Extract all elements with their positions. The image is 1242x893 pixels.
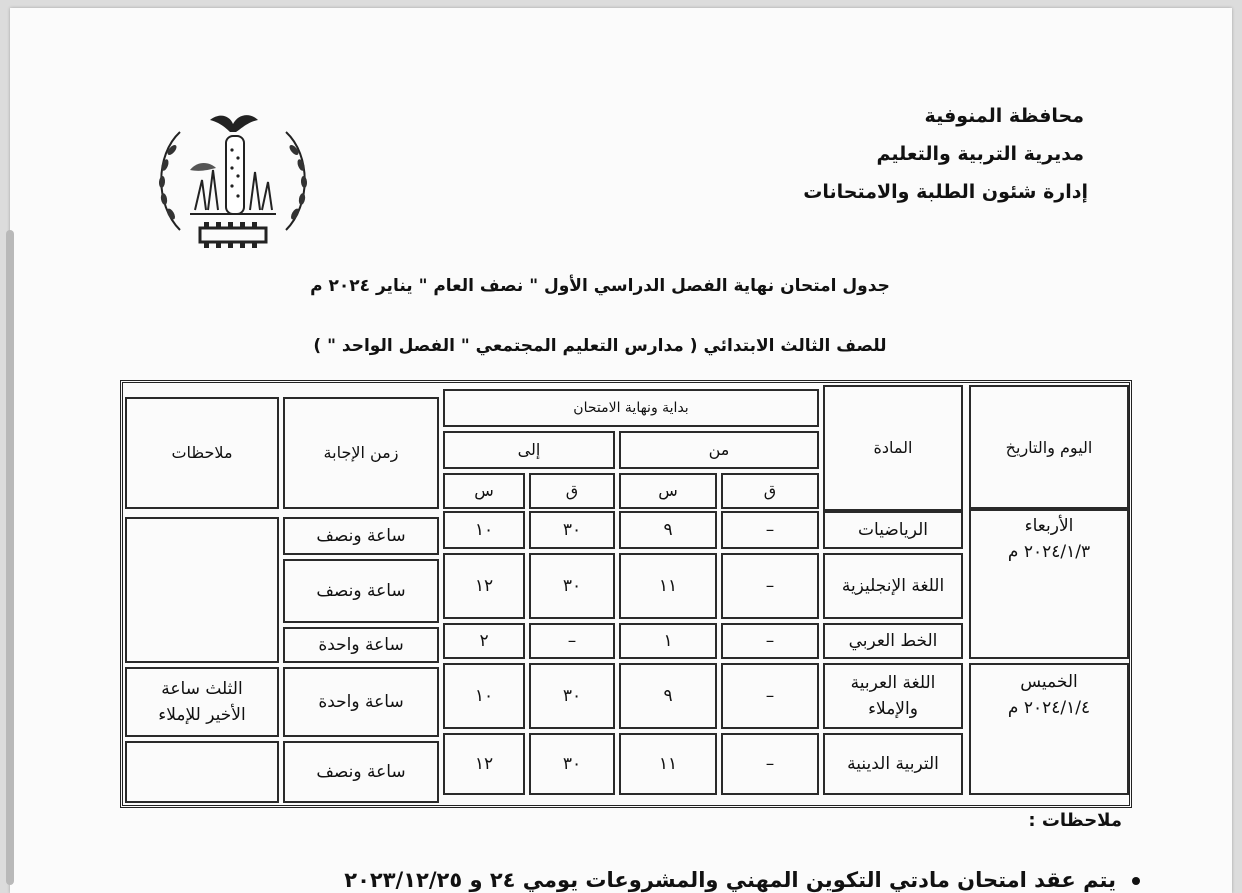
duration-cell: ساعة ونصف bbox=[283, 517, 439, 555]
notes-cell bbox=[125, 741, 279, 803]
to-minute-cell: – bbox=[529, 623, 615, 659]
duration-cell: ساعة ونصف bbox=[283, 741, 439, 803]
day-cell-thursday bbox=[969, 663, 1129, 795]
notes-cell: الثلث ساعة الأخير للإملاء bbox=[125, 667, 279, 737]
notes-cell bbox=[125, 517, 279, 663]
notes-heading: ملاحظات : bbox=[1028, 810, 1122, 831]
to-hour-cell: ١٢ bbox=[443, 553, 525, 619]
day-date: ٢٠٢٤/١/٣ م bbox=[1007, 542, 1091, 562]
duration-cell: ساعة ونصف bbox=[283, 559, 439, 623]
to-minute-cell: ٣٠ bbox=[529, 553, 615, 619]
subject-cell: التربية الدينية bbox=[823, 733, 963, 795]
from-minute-cell: – bbox=[721, 553, 819, 619]
department-name: إدارة شئون الطلبة والامتحانات bbox=[803, 181, 1088, 203]
from-hour-cell: ٩ bbox=[619, 511, 717, 549]
to-hour-cell: ١٠ bbox=[443, 511, 525, 549]
subject-cell: اللغة الإنجليزية bbox=[823, 553, 963, 619]
duration-cell: ساعة واحدة bbox=[283, 667, 439, 737]
to-minute-cell: ٣٠ bbox=[529, 733, 615, 795]
from-hour-cell: ١١ bbox=[619, 733, 717, 795]
day-date: ٢٠٢٤/١/٤ م bbox=[1007, 698, 1091, 718]
header-from: من bbox=[619, 431, 819, 469]
from-hour-cell: ١ bbox=[619, 623, 717, 659]
day-name: الأربعاء bbox=[1024, 516, 1074, 536]
schedule-subtitle: للصف الثالث الابتدائي ( مدارس التعليم المجتمعي " الفصل الواحد " ) bbox=[313, 336, 887, 356]
day-cell-wednesday bbox=[969, 507, 1129, 659]
header-from-minute: ق bbox=[721, 473, 819, 509]
from-minute-cell: – bbox=[721, 663, 819, 729]
header-to: إلى bbox=[443, 431, 615, 469]
schedule-title: جدول امتحان نهاية الفصل الدراسي الأول " نصف العام " يناير ٢٠٢٤ م bbox=[310, 276, 890, 296]
notes-bullet-item bbox=[280, 868, 1140, 893]
notes-bullet-text: يتم عقد امتحان مادتي التكوين المهني والمشروعات يومي ٢٤ و ٢٠٢٣/١٢/٢٥ bbox=[344, 868, 1116, 892]
header-to-hour: س bbox=[443, 473, 525, 509]
bullet-dot-icon bbox=[1132, 877, 1140, 885]
governorate-emblem-logo bbox=[150, 110, 316, 250]
subject-cell: الخط العربي bbox=[823, 623, 963, 659]
to-minute-cell: ٣٠ bbox=[529, 663, 615, 729]
header-notes: ملاحظات bbox=[125, 397, 279, 509]
header-duration: زمن الإجابة bbox=[283, 397, 439, 509]
governorate-name: محافظة المنوفية bbox=[924, 105, 1084, 127]
subject-cell: الرياضيات bbox=[823, 511, 963, 549]
from-minute-cell: – bbox=[721, 511, 819, 549]
to-hour-cell: ١٠ bbox=[443, 663, 525, 729]
header-day-date: اليوم والتاريخ bbox=[969, 385, 1129, 511]
letterhead bbox=[803, 104, 1088, 218]
header-exam-time: بداية ونهاية الامتحان bbox=[443, 389, 819, 427]
to-hour-cell: ١٢ bbox=[443, 733, 525, 795]
header-to-minute: ق bbox=[529, 473, 615, 509]
subject-cell: اللغة العربية والإملاء bbox=[823, 663, 963, 729]
from-minute-cell: – bbox=[721, 733, 819, 795]
from-minute-cell: – bbox=[721, 623, 819, 659]
from-hour-cell: ٩ bbox=[619, 663, 717, 729]
to-minute-cell: ٣٠ bbox=[529, 511, 615, 549]
to-hour-cell: ٢ bbox=[443, 623, 525, 659]
exam-schedule-table bbox=[120, 380, 1132, 808]
duration-cell: ساعة واحدة bbox=[283, 627, 439, 663]
header-subject: المادة bbox=[823, 385, 963, 511]
document-page bbox=[10, 8, 1232, 893]
vertical-scrollbar[interactable] bbox=[6, 230, 14, 885]
from-hour-cell: ١١ bbox=[619, 553, 717, 619]
header-from-hour: س bbox=[619, 473, 717, 509]
directorate-name: مديرية التربية والتعليم bbox=[876, 143, 1084, 165]
day-name: الخميس bbox=[1020, 672, 1078, 692]
